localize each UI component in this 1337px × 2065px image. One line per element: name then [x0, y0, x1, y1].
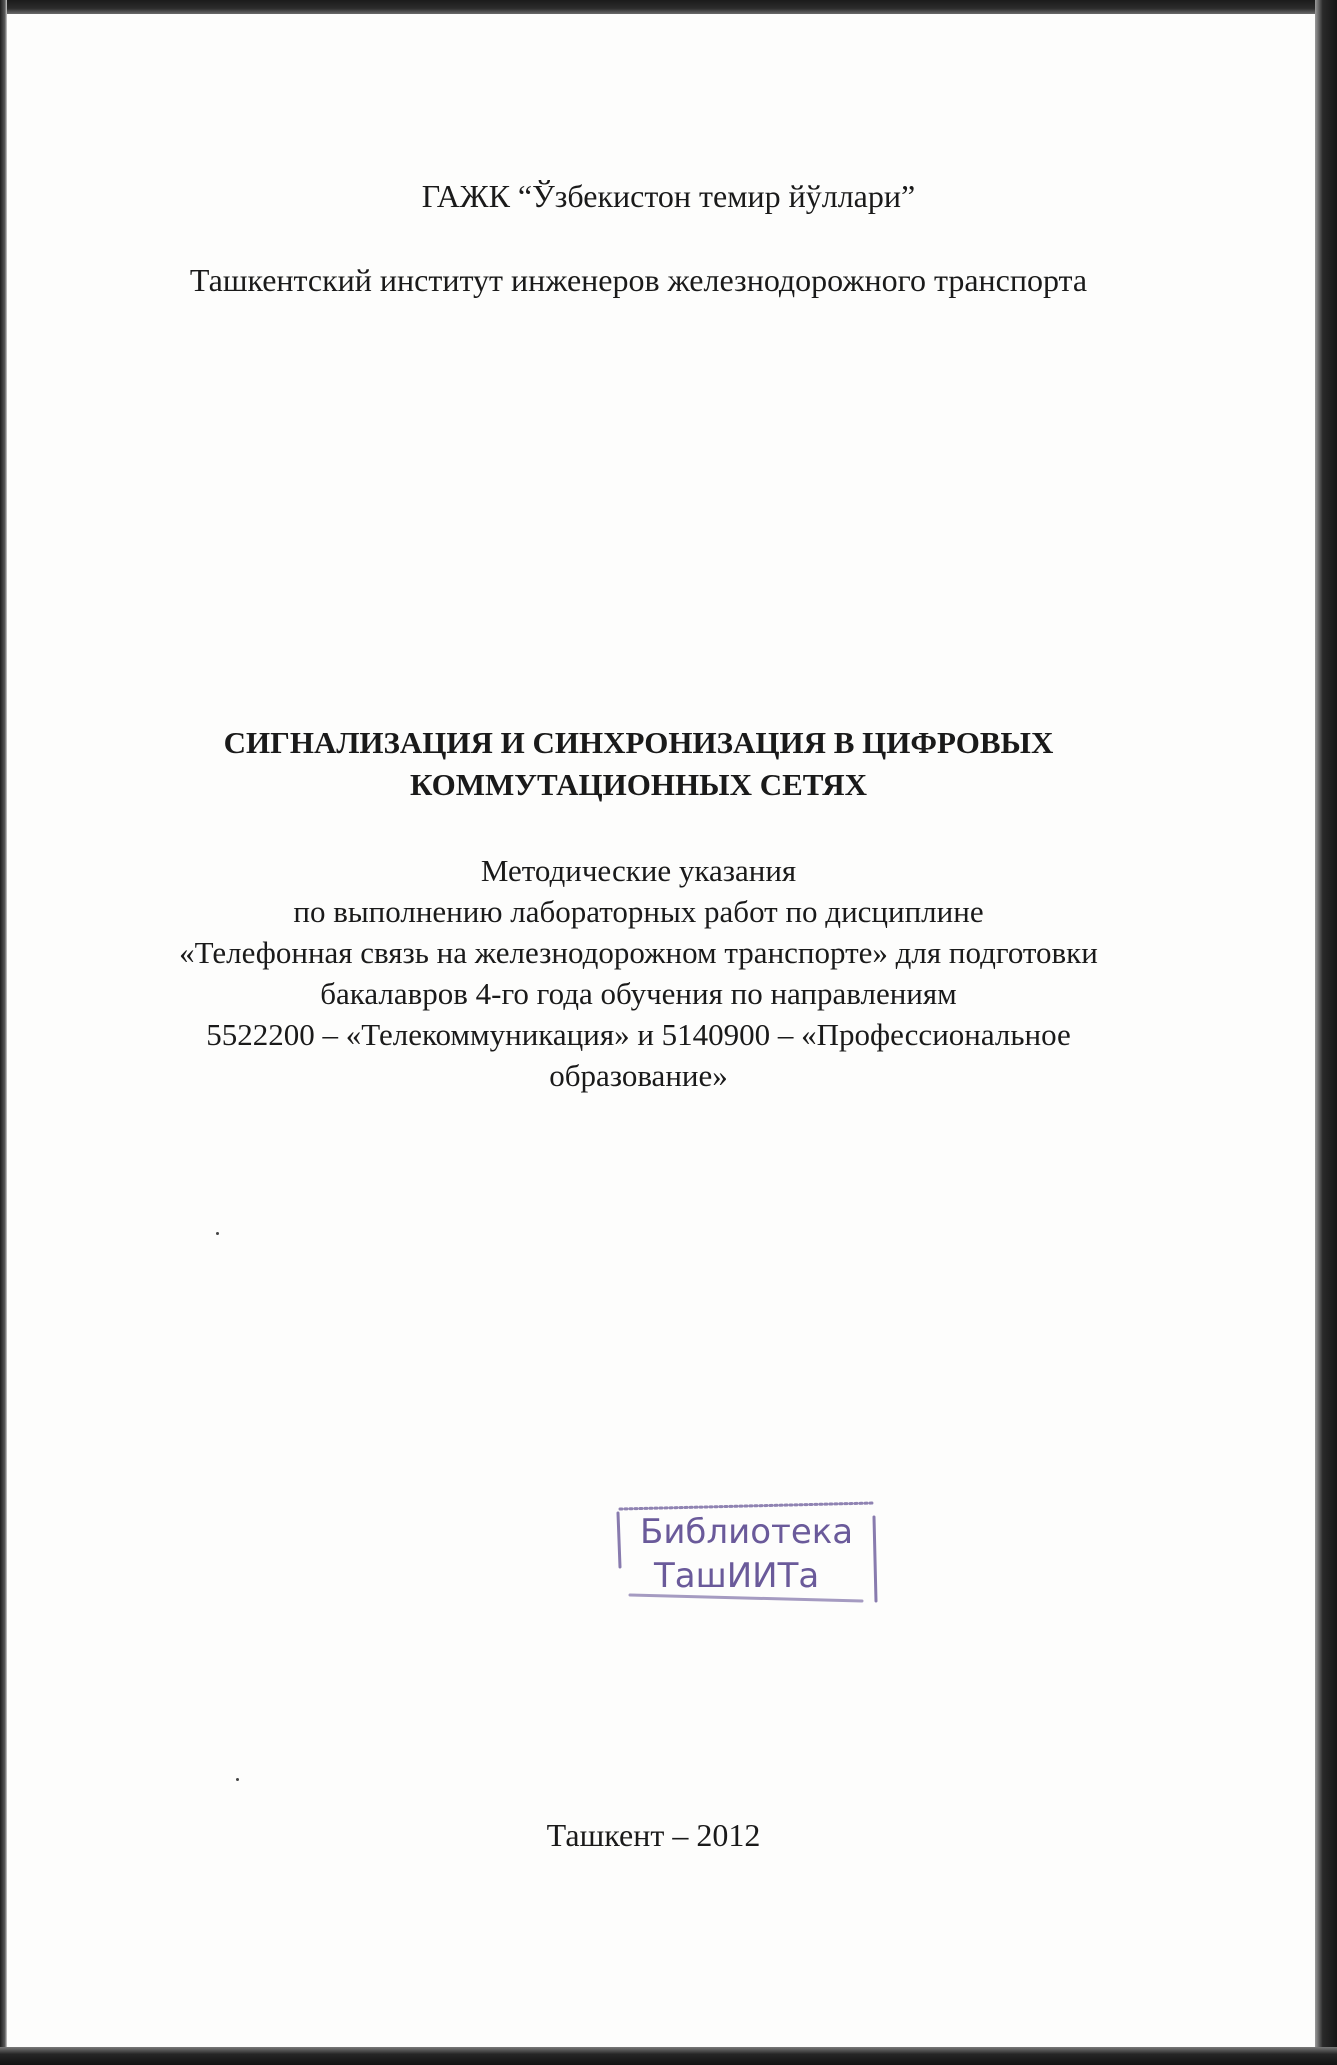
document-title: [0, 722, 1337, 806]
subtitle-line: по выполнению лабораторных работ по дисциплине: [293, 894, 984, 929]
place-and-year: Ташкент – 2012: [546, 1817, 761, 1853]
scan-speck: [236, 1778, 239, 1781]
institute-name: Ташкентский институт инженеров железнодорожного транспорта: [189, 262, 1088, 298]
subtitle-line: образование»: [549, 1058, 728, 1093]
stamp-line-2: ТашИИТа: [654, 1556, 820, 1596]
subtitle-line: «Телефонная связь на железнодорожном транспорте» для подготовки: [179, 935, 1098, 970]
organization-name: ГАЖК “Ўзбекистон темир йўллари”: [421, 178, 916, 214]
scan-edge-bottom: [0, 2047, 1337, 2065]
title-line: КОММУТАЦИОННЫХ СЕТЯХ: [409, 767, 868, 802]
stamp-line-1: Библиотека: [640, 1512, 854, 1552]
title-line: СИГНАЛИЗАЦИЯ И СИНХРОНИЗАЦИЯ В ЦИФРОВЫХ: [223, 725, 1054, 760]
subtitle-line: Методические указания: [480, 853, 797, 888]
subtitle-line: 5522200 – «Телекоммуникация» и 5140900 – «Профессиональное: [206, 1017, 1071, 1052]
library-stamp: [612, 1497, 882, 1609]
scan-speck: [216, 1232, 219, 1235]
subtitle-line: бакалавров 4-го года обучения по направлениям: [320, 976, 957, 1011]
document-subtitle: [0, 850, 1337, 1096]
scan-edge-top: [0, 0, 1337, 14]
